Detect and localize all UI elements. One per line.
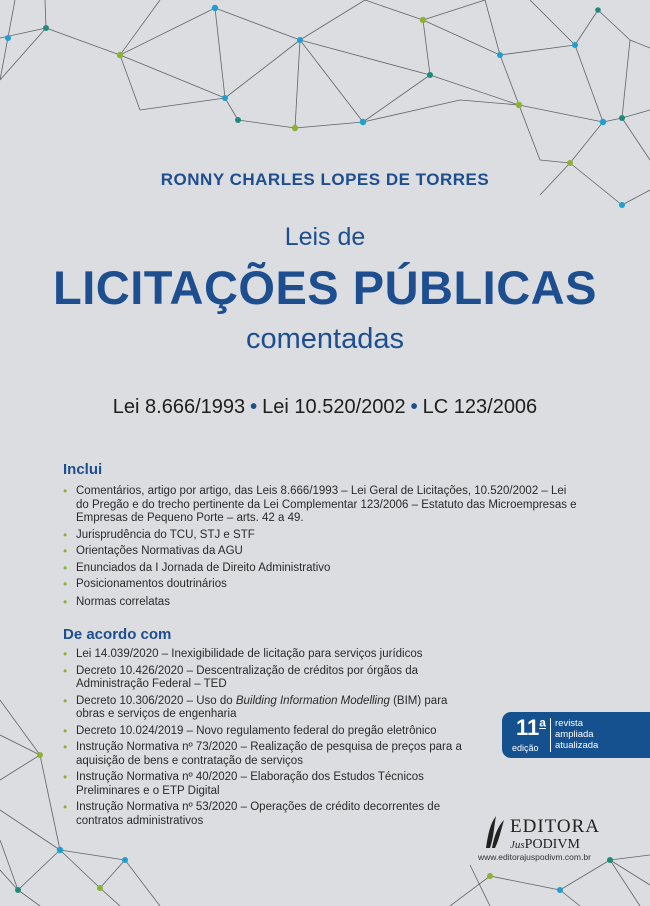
author-name: RONNY CHARLES LOPES DE TORRES [160,170,490,189]
edition-divider [550,718,551,752]
list-item: • Normas correlatas [63,596,578,610]
inclui-heading: Inclui [63,461,103,478]
edition-badge [502,712,650,758]
law-item: Lei 8.666/1993 [112,396,246,418]
list-item: • Lei 14.039/2020 – Inexigibilidade de licitação para serviços jurídicos [63,648,463,662]
inclui-list [63,485,578,612]
list-item: • Posicionamentos doutrinários [63,578,578,592]
bullet-separator-icon: • [410,396,418,418]
edition-notes: revista ampliada atualizada [555,718,599,751]
list-item: • Instrução Normativa nº 53/2020 – Operações de crédito decorrentes de contratos administrativos [63,801,463,828]
list-item: • Comentários, artigo por artigo, das Leis 8.666/1993 – Lei Geral de Licitações, 10.520/2002 – Lei do Pregão e do trecho pertinente da Lei Complementar 123/2006 – Estatuto das Microempresas e Empresas de Pequeno Porte – arts. 42 a 49. [63,485,578,526]
list-item: • Decreto 10.306/2020 – Uso do Building Information Modelling (BIM) para obras e serviços de engenharia [63,695,463,722]
list-item: • Decreto 10.426/2020 – Descentralização de créditos por órgãos da Administração Federal – TED [63,665,463,692]
list-item: • Orientações Normativas da AGU [63,545,578,559]
list-item: • Instrução Normativa nº 73/2020 – Realização de pesquisa de preços para a aquisição de bens e contratação de serviços [63,741,463,768]
publisher-name-line1: EDITORA [510,816,601,837]
edition-label: edição [512,743,539,753]
bullet-separator-icon: • [250,396,258,418]
list-item: • Jurisprudência do TCU, STJ e STF [63,529,578,543]
publisher-website: www.editorajuspodivm.com.br [478,852,591,862]
edition-number: 11$^a$ [516,715,546,740]
title-subtitle: comentadas [246,323,404,355]
title-prefix: Leis de [284,223,366,251]
publisher-logo [482,814,632,854]
law-item: Lei 10.520/2002 [262,396,406,418]
de-acordo-list [63,648,463,831]
de-acordo-heading: De acordo com [63,626,172,643]
publisher-name-line2: JusPODIVM [510,837,580,852]
book-title: LICITAÇÕES PÚBLICAS [53,261,597,314]
law-item: LC 123/2006 [422,396,538,418]
laws-line [0,396,650,419]
quill-icon [482,814,506,850]
list-item: • Decreto 10.024/2019 – Novo regulamento federal do pregão eletrônico [63,725,463,739]
list-item: • Instrução Normativa nº 40/2020 – Elaboração dos Estudos Técnicos Preliminares e o ETP Digital [63,771,463,798]
list-item: • Enunciados da I Jornada de Direito Administrativo [63,562,578,576]
